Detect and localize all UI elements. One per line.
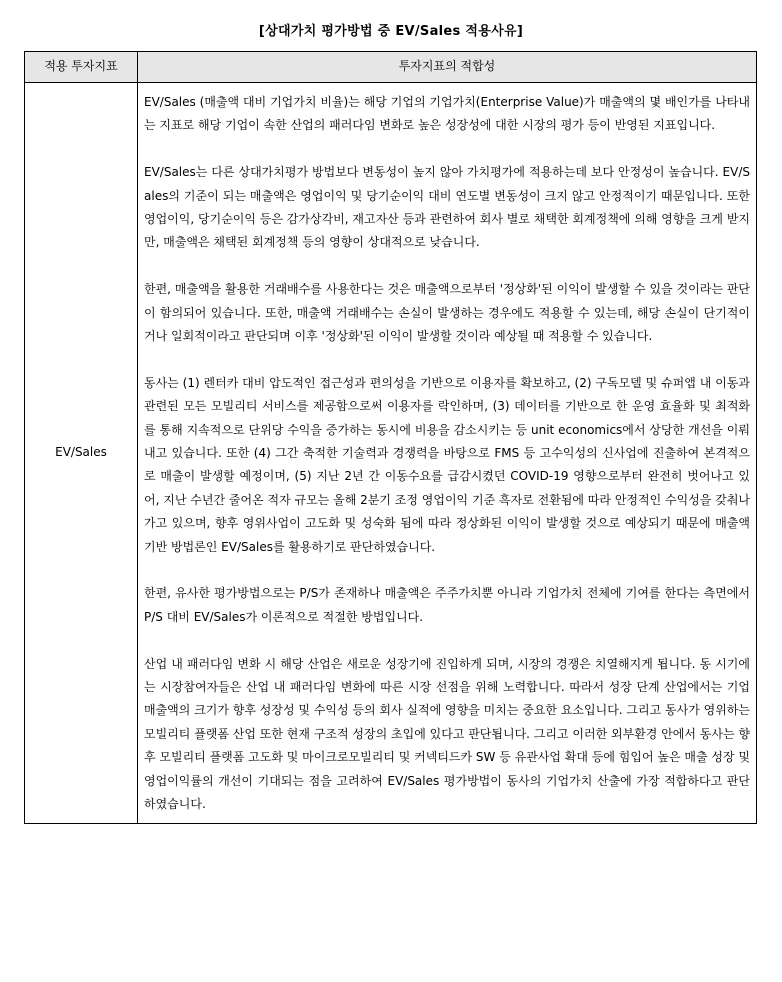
header-metric-suitability: 투자지표의 적합성 bbox=[138, 52, 757, 83]
table-header-row bbox=[25, 52, 757, 83]
suitability-description-cell bbox=[138, 83, 757, 824]
header-applied-metric: 적용 투자지표 bbox=[25, 52, 138, 83]
paragraph-normalized-earnings: 한편, 매출액을 활용한 거래배수를 사용한다는 것은 매출액으로부터 '정상화'된 이익이 발생할 수 있을 것이라는 판단이 함의되어 있습니다. 또한, 매출액 거래배수는 손실이 발생하는 경우에도 적용할 수 있는데, 해당 손실이 단기적이거나 일회적이라고 판단되며 이후 '정상화'된 이익이 발생할 것이라 예상될 때 적용할 수 있습니다. bbox=[144, 282, 750, 344]
paragraph-industry-paradigm: 산업 내 패러다임 변화 시 해당 산업은 새로운 성장기에 진입하게 되며, 시장의 경쟁은 치열해지게 됩니다. 동 시기에는 시장참여자들은 산업 내 패러다임 변화에 따른 시장 선점을 위해 노력합니다. 따라서 성장 단계 산업에서는 기업 매출액의 크기가 향후 성장성 및 수익성 등의 회사 실적에 영향을 미치는 중요한 요소입니다. 그리고 동사가 영위하는 모빌리티 플랫폼 산업 또한 현재 구조적 성장의 초입에 있다고 판단됩니다. 그리고 이러한 외부환경 안에서 동사는 향후 모빌리티 플랫폼 고도화 및 마이크로모빌리티 및 커넥티드카 SW 등 유관사업 확대 등에 힘입어 높은 매출 성장 및 영업이익률의 개선이 기대되는 점을 고려하여 EV/Sales 평가방법이 동사의 기업가치 산출에 가장 적합하다고 판단하였습니다. bbox=[144, 656, 750, 812]
rationale-table bbox=[24, 51, 757, 824]
paragraph-definition: EV/Sales (매출액 대비 기업가치 비율)는 해당 기업의 기업가치(Enterprise Value)가 매출액의 몇 배인가를 나타내는 지표로 해당 기업이 속한 산업의 패러다임 변화로 높은 성장성에 대한 시장의 평가 등이 반영된 지표입니다. bbox=[144, 95, 750, 133]
metric-name-cell: EV/Sales bbox=[25, 83, 138, 824]
table-row bbox=[25, 83, 757, 824]
paragraph-ps-comparison: 한편, 유사한 평가방법으로는 P/S가 존재하나 매출액은 주주가치뿐 아니라 기업가치 전체에 기여를 한다는 측면에서 P/S 대비 EV/Sales가 이론적으로 적절한 방법입니다. bbox=[144, 586, 750, 624]
document-title: [상대가치 평가방법 중 EV/Sales 적용사유] bbox=[258, 24, 524, 39]
paragraph-stability: EV/Sales는 다른 상대가치평가 방법보다 변동성이 높지 않아 가치평가에 적용하는데 보다 안정성이 높습니다. EV/Sales의 기준이 되는 매출액은 영업이익 및 당기순이익 대비 연도별 변동성이 크지 않고 안정적이기 때문입니다. 또한 영업이익, 당기순이익 등은 감가상각비, 재고자산 등과 관련하여 회사 별로 채택한 회계정책에 의해 영향을 크게 받지만, 매출액은 채택된 회계정책 등의 영향이 상대적으로 낮습니다. bbox=[144, 165, 750, 250]
paragraph-company-rationale: 동사는 (1) 렌터카 대비 압도적인 접근성과 편의성을 기반으로 이용자를 확보하고, (2) 구독모델 및 슈퍼앱 내 이동과 관련된 모든 모빌리티 서비스를 제공함으로써 이용자를 락인하며, (3) 데이터를 기반으로 한 운영 효율화 및 최적화를 통해 지속적으로 단위당 수익을 증가하는 동시에 비용을 감소시키는 등 unit economics에서 상당한 개선을 이뤄내고 있습니다. 또한 (4) 그간 축적한 기술력과 경쟁력을 바탕으로 FMS 등 고수익성의 신사업에 진출하여 본격적으로 매출이 발생할 예정이며, (5) 지난 2년 간 이동수요를 급감시켰던 COVID-19 영향으로부터 완전히 벗어나고 있어, 지난 수년간 줄어온 적자 규모는 올해 2분기 조정 영업이익 기준 흑자로 전환됨에 따라 안정적인 수익성을 갖춰나가고 있으며, 향후 영위사업이 고도화 및 성숙화 됨에 따라 정상화된 이익이 발생할 것으로 예상되기 때문에 매출액 기반 방법론인 EV/Sales를 활용하기로 판단하였습니다. bbox=[144, 375, 750, 554]
